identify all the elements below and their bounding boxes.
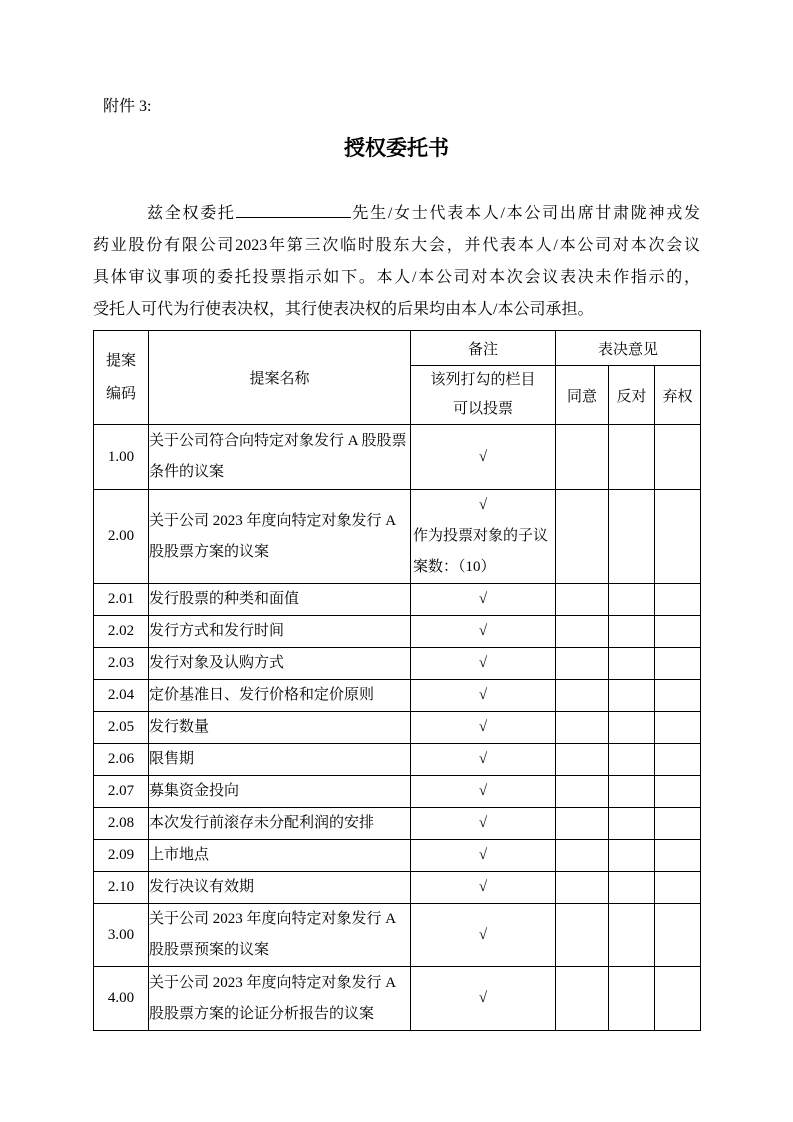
paragraph-line: 具体审议事项的委托投票指示如下。本人/本公司对本次会议表决未作指示的， — [93, 269, 700, 286]
proposal-name-cell: 关于公司 2023 年度向特定对象发行 A 股股票预案的议案 — [149, 904, 411, 967]
vote-agree-cell — [556, 808, 609, 840]
vote-oppose-cell — [609, 648, 655, 680]
table-row — [94, 584, 701, 616]
remark-cell: √ — [411, 744, 556, 776]
attachment-label: 附件 3: — [103, 98, 152, 115]
table-row — [94, 490, 701, 584]
vote-oppose-cell — [609, 776, 655, 808]
proposal-name-cell: 募集资金投向 — [149, 776, 411, 808]
vote-agree-cell — [556, 840, 609, 872]
proposal-code-cell: 2.05 — [94, 712, 149, 744]
proposal-name-cell: 定价基准日、发行价格和定价原则 — [149, 680, 411, 712]
vote-agree-cell — [556, 425, 609, 490]
paragraph-text: 先生/女士代表本人/本公司出席甘肃陇神戎发 — [350, 205, 700, 222]
proposal-code-cell: 4.00 — [94, 967, 149, 1031]
proposal-name-cell: 限售期 — [149, 744, 411, 776]
vote-agree-cell — [556, 744, 609, 776]
vote-abstain-cell — [655, 490, 701, 584]
vote-oppose-cell — [609, 904, 655, 967]
table-row — [94, 840, 701, 872]
header-proposal-code-line2: 编码 — [105, 385, 136, 402]
remark-cell: √ — [411, 967, 556, 1031]
remark-cell: √ — [411, 872, 556, 904]
remark-cell: √ — [411, 904, 556, 967]
remark-cell: √ — [411, 840, 556, 872]
proposal-code-cell: 2.03 — [94, 648, 149, 680]
remark-cell: √ — [411, 712, 556, 744]
proposal-code-cell: 2.00 — [94, 490, 149, 584]
proposal-name-cell: 发行决议有效期 — [149, 872, 411, 904]
table-row — [94, 967, 701, 1031]
proposal-code-cell: 2.02 — [94, 616, 149, 648]
vote-agree-cell — [556, 967, 609, 1031]
vote-abstain-cell — [655, 648, 701, 680]
proposal-code-cell: 1.00 — [94, 425, 149, 490]
vote-agree-cell — [556, 776, 609, 808]
vote-abstain-cell — [655, 872, 701, 904]
table-row — [94, 904, 701, 967]
proposal-name-cell: 上市地点 — [149, 840, 411, 872]
table-row — [94, 808, 701, 840]
page-title: 授权委托书 — [344, 136, 449, 160]
remark-cell: √ — [411, 808, 556, 840]
header-remark-sub-line1: 该列打勾的栏目 — [430, 372, 536, 388]
vote-abstain-cell — [655, 744, 701, 776]
header-remark-sub-line2: 可以投票 — [452, 401, 513, 417]
table-row — [94, 712, 701, 744]
proposal-name-cell: 发行方式和发行时间 — [149, 616, 411, 648]
vote-abstain-cell — [655, 616, 701, 648]
proposal-code-cell: 2.08 — [94, 808, 149, 840]
vote-oppose-cell — [609, 680, 655, 712]
table-row — [94, 680, 701, 712]
vote-agree-cell — [556, 616, 609, 648]
proposal-name-cell: 本次发行前滚存未分配利润的安排 — [149, 808, 411, 840]
vote-agree-cell — [556, 904, 609, 967]
check-mark: √ — [478, 497, 488, 513]
vote-abstain-cell — [655, 967, 701, 1031]
proposal-code-cell: 2.09 — [94, 840, 149, 872]
proposals-table — [93, 330, 701, 1031]
vote-oppose-cell — [609, 584, 655, 616]
table-row — [94, 425, 701, 490]
header-proposal-code — [94, 331, 149, 425]
table-row — [94, 872, 701, 904]
paragraph-line: 药业股份有限公司2023年第三次临时股东大会，并代表本人/本公司对本次会议 — [93, 237, 700, 254]
paragraph-line — [93, 198, 700, 230]
header-proposal-name: 提案名称 — [149, 331, 411, 425]
vote-abstain-cell — [655, 680, 701, 712]
vote-oppose-cell — [609, 425, 655, 490]
preamble-paragraph — [93, 198, 700, 326]
vote-oppose-cell — [609, 744, 655, 776]
vote-oppose-cell — [609, 712, 655, 744]
remark-cell: √ — [411, 616, 556, 648]
paragraph-line: 受托人可代为行使表决权，其行使表决权的后果均由本人/本公司承担。 — [93, 301, 594, 318]
vote-abstain-cell — [655, 776, 701, 808]
header-remark-sub — [411, 366, 556, 425]
table-row — [94, 744, 701, 776]
proposal-name-cell: 关于公司 2023 年度向特定对象发行 A 股股票方案的论证分析报告的议案 — [149, 967, 411, 1031]
proposal-code-cell: 2.07 — [94, 776, 149, 808]
vote-abstain-cell — [655, 425, 701, 490]
table-row — [94, 648, 701, 680]
proposal-name-cell: 发行对象及认购方式 — [149, 648, 411, 680]
remark-cell: √ — [411, 584, 556, 616]
vote-abstain-cell — [655, 712, 701, 744]
remark-cell — [411, 490, 556, 584]
proxy-name-blank — [236, 202, 351, 218]
proposal-code-cell: 2.04 — [94, 680, 149, 712]
remark-note: 作为投票对象的子议案数：（10） — [413, 528, 549, 575]
vote-agree-cell — [556, 872, 609, 904]
vote-oppose-cell — [609, 967, 655, 1031]
vote-abstain-cell — [655, 840, 701, 872]
table-row — [94, 776, 701, 808]
remark-cell: √ — [411, 680, 556, 712]
proposal-code-cell: 2.01 — [94, 584, 149, 616]
proposal-name-cell: 发行股票的种类和面值 — [149, 584, 411, 616]
vote-oppose-cell — [609, 616, 655, 648]
proposal-name-cell: 关于公司 2023 年度向特定对象发行 A 股股票方案的议案 — [149, 490, 411, 584]
remark-cell: √ — [411, 648, 556, 680]
header-remark: 备注 — [411, 331, 556, 366]
vote-oppose-cell — [609, 872, 655, 904]
vote-agree-cell — [556, 490, 609, 584]
header-vote-opinion: 表决意见 — [556, 331, 701, 366]
vote-oppose-cell — [609, 490, 655, 584]
vote-oppose-cell — [609, 808, 655, 840]
proposal-code-cell: 3.00 — [94, 904, 149, 967]
vote-abstain-cell — [655, 584, 701, 616]
header-oppose: 反对 — [609, 366, 655, 425]
table-row — [94, 616, 701, 648]
proposal-code-cell: 2.06 — [94, 744, 149, 776]
remark-cell: √ — [411, 776, 556, 808]
header-agree: 同意 — [556, 366, 609, 425]
vote-oppose-cell — [609, 840, 655, 872]
vote-agree-cell — [556, 712, 609, 744]
remark-cell: √ — [411, 425, 556, 490]
vote-abstain-cell — [655, 904, 701, 967]
proposal-code-cell: 2.10 — [94, 872, 149, 904]
vote-agree-cell — [556, 680, 609, 712]
header-proposal-code-line1: 提案 — [105, 352, 136, 369]
vote-agree-cell — [556, 584, 609, 616]
header-row-1 — [94, 331, 701, 366]
vote-agree-cell — [556, 648, 609, 680]
paragraph-text: 兹全权委托 — [147, 205, 236, 222]
proposal-name-cell: 关于公司符合向特定对象发行 A 股股票条件的议案 — [149, 425, 411, 490]
proposal-name-cell: 发行数量 — [149, 712, 411, 744]
proposals-table-container — [93, 330, 701, 1031]
vote-abstain-cell — [655, 808, 701, 840]
header-abstain: 弃权 — [655, 366, 701, 425]
